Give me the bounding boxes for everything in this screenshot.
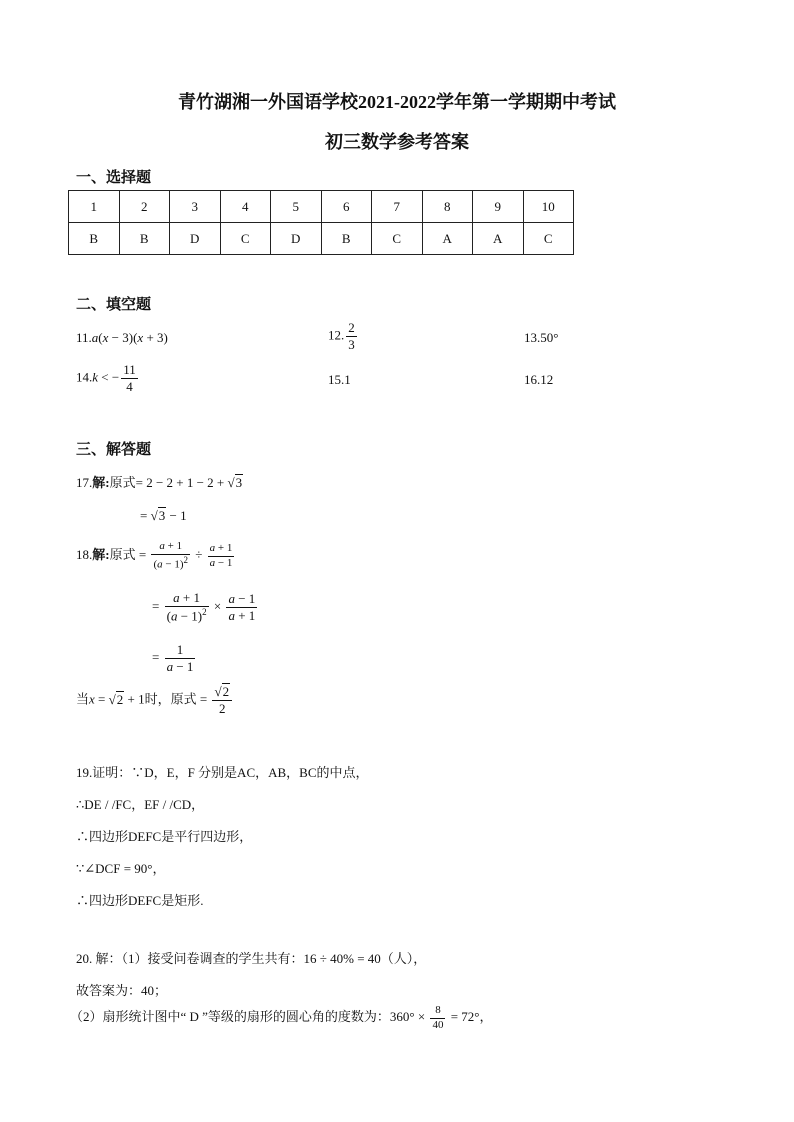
- proof-q19-line5: ∴四边形DEFC是矩形.: [76, 893, 204, 908]
- table-cell: 6: [321, 191, 372, 223]
- section-heading-choice: 一、选择题: [76, 168, 152, 186]
- proof-q19-line4: ∵∠DCF = 90°，: [76, 861, 166, 876]
- solution-q17-line1: 17.解:原式= 2 − 2 + 1 − 2 + √3: [76, 475, 243, 490]
- table-cell: 3: [170, 191, 221, 223]
- table-cell: B: [69, 223, 120, 255]
- table-cell: A: [422, 223, 473, 255]
- solution-q18-line1: 18.解:原式 = $\frac{a + 1}{(a - 1)^2}$ ÷ $\frac{a + 1}{a - 1}$: [76, 540, 233, 571]
- fraction: $\frac{a + 1}{(a - 1)^2}$: [153, 540, 188, 571]
- fraction: $\frac{√2}{2}$: [212, 684, 232, 718]
- table-cell: D: [170, 223, 221, 255]
- answer-q15: 15.1: [328, 372, 351, 387]
- table-cell: 2: [119, 191, 170, 223]
- answer-q11: 11.a(x − 3)(x + 3): [76, 330, 168, 345]
- document-subtitle: 初三数学参考答案: [325, 132, 469, 152]
- solution-q17-line2: = √3 − 1: [140, 508, 187, 523]
- table-cell: 10: [523, 191, 574, 223]
- table-cell: B: [119, 223, 170, 255]
- table-cell: C: [372, 223, 423, 255]
- fraction: $\frac{8}{40}$: [432, 1004, 444, 1031]
- fraction: $\frac{a + 1}{a - 1}$: [209, 541, 233, 569]
- table-cell: 8: [422, 191, 473, 223]
- proof-q19-line1: 19.证明：∵D，E，F 分别是AC，AB，BC的中点，: [76, 765, 369, 780]
- table-cell: B: [321, 223, 372, 255]
- answer-q14: 14.k < − $\frac{11}{4}$: [76, 362, 136, 395]
- solution-q20-line2: 故答案为：40；: [76, 983, 168, 998]
- answer-q16: 16.12: [524, 372, 554, 387]
- fraction: $\frac{a + 1}{(a - 1)^2}$: [166, 590, 207, 624]
- proof-q19-line2: ∴DE / /FC，EF / /CD，: [76, 797, 205, 812]
- section-heading-solve: 三、解答题: [76, 440, 152, 458]
- fraction: $\frac{a - 1}{a + 1}$: [228, 590, 256, 623]
- table-cell: 9: [473, 191, 524, 223]
- solution-q20-line3: （2）扇形统计图中“ D ”等级的扇形的圆心角的度数为：360° × $\frac{8}{40}$ = 72°，: [70, 1004, 493, 1031]
- proof-q19-line3: ∴四边形DEFC是平行四边形，: [76, 829, 253, 844]
- fraction: $\frac{11}{4}$: [123, 362, 136, 395]
- table-cell: A: [473, 223, 524, 255]
- solution-q18-line2: = $\frac{a + 1}{(a - 1)^2}$ × $\frac{a - 1}{a + 1}$: [152, 590, 256, 624]
- table-cell: D: [271, 223, 322, 255]
- answer-q12: 12. $\frac{2}{3}$: [328, 320, 355, 353]
- section-heading-fill: 二、填空题: [76, 295, 152, 313]
- table-row-numbers: [69, 191, 574, 223]
- table-cell: C: [220, 223, 271, 255]
- solution-q20-line1: 20. 解：（1）接受问卷调查的学生共有：16 ÷ 40% = 40（人），: [76, 951, 427, 966]
- table-cell: 1: [69, 191, 120, 223]
- fraction: $\frac{1}{a - 1}$: [166, 642, 194, 675]
- table-row-answers: [69, 223, 574, 255]
- answer-q13: 13.50°: [524, 330, 559, 345]
- solution-q18-line4: 当x = √2 + 1时，原式 = $\frac{√2}{2}$: [76, 684, 234, 718]
- choice-answer-table: [68, 190, 574, 255]
- table-cell: 7: [372, 191, 423, 223]
- table-cell: 4: [220, 191, 271, 223]
- table-cell: 5: [271, 191, 322, 223]
- sqrt-3: √3: [227, 475, 243, 490]
- table-cell: C: [523, 223, 574, 255]
- fraction: $\frac{2}{3}$: [348, 320, 355, 353]
- answer-q11-expr: a(x − 3)(x + 3): [91, 330, 168, 345]
- solution-q18-line3: = $\frac{1}{a - 1}$: [152, 642, 194, 675]
- document-title: 青竹湖湘一外国语学校2021-2022学年第一学期期中考试: [178, 92, 616, 112]
